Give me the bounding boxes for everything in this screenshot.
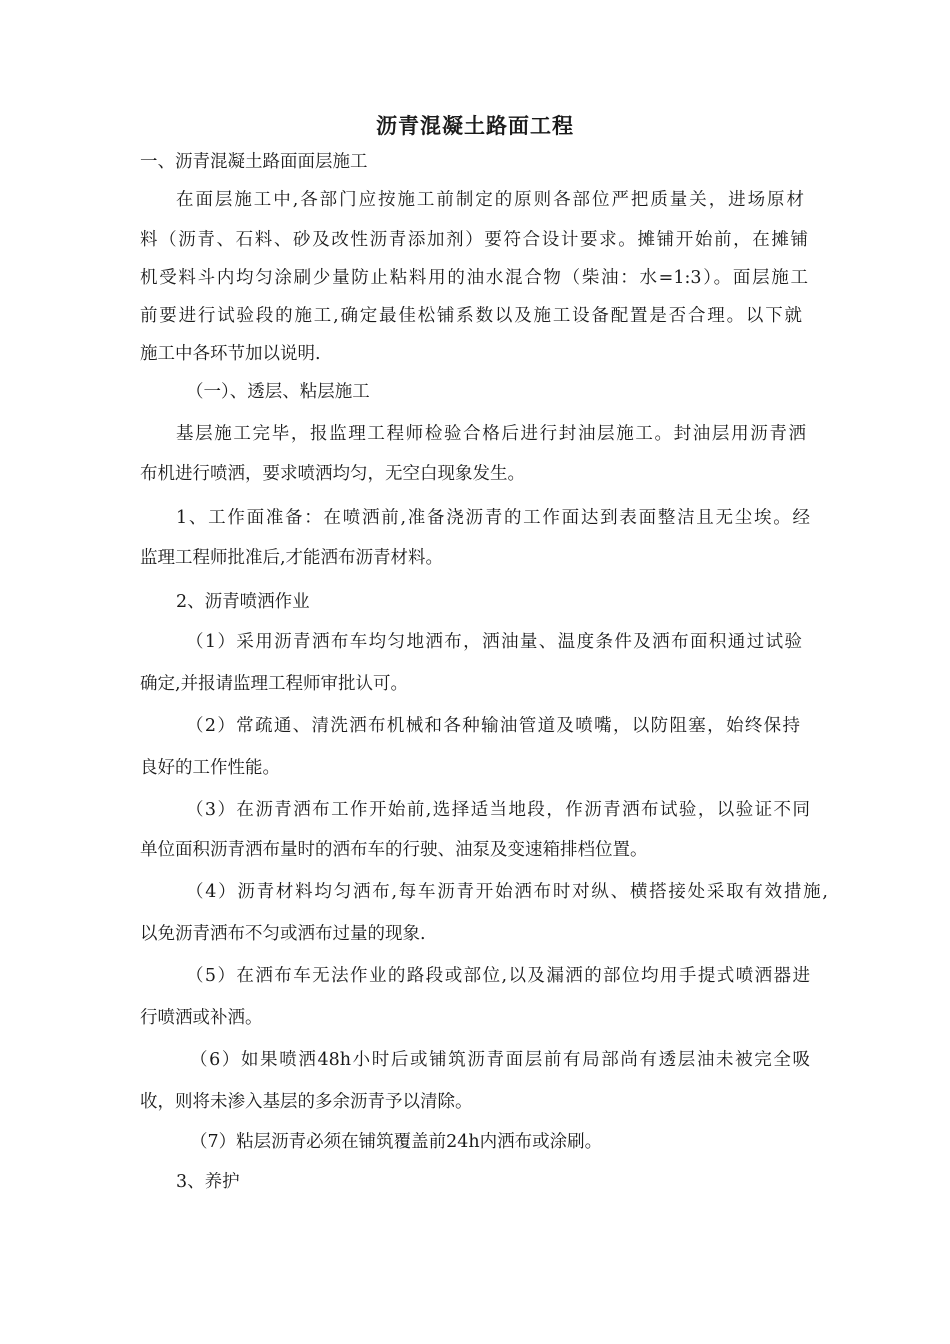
- base-para-line-2: 布机进行喷洒，要求喷洒均匀，无空白现象发生。: [140, 464, 525, 484]
- sub-1-line-2: 确定,并报请监理工程师审批认可。: [140, 674, 409, 694]
- intro-line-5: 施工中各环节加以说明.: [140, 344, 321, 364]
- item-2-heading: 2、沥青喷洒作业: [176, 592, 310, 612]
- document-title: 沥青混凝土路面工程: [376, 114, 574, 138]
- sub-5-line-2: 行喷洒或补洒。: [140, 1008, 263, 1028]
- intro-line-3: 机受料斗内均匀涂刷少量防止粘料用的油水混合物（柴油：水=1:3）。面层施工: [140, 268, 808, 288]
- intro-line-4: 前要进行试验段的施工,确定最佳松铺系数以及施工设备配置是否合理。以下就: [140, 306, 802, 326]
- sub-6-line-2: 收，则将未渗入基层的多余沥青予以清除。: [140, 1092, 473, 1112]
- sub-4-line-2: 以免沥青洒布不匀或洒布过量的现象.: [140, 924, 426, 944]
- sub-2-line-1: （2）常疏通、清洗洒布机械和各种输油管道及喷嘴，以防阻塞，始终保持: [186, 716, 800, 736]
- intro-line-1: 在面层施工中,各部门应按施工前制定的原则各部位严把质量关，进场原材: [176, 190, 804, 210]
- sub-7-line-1: （7）粘层沥青必须在铺筑覆盖前24h内洒布或涂刷。: [190, 1132, 603, 1152]
- sub-6-line-1: （6）如果喷洒48h小时后或铺筑沥青面层前有局部尚有透层油未被完全吸: [190, 1050, 810, 1070]
- sub-4-line-1: （4）沥青材料均匀洒布,每车沥青开始洒布时对纵、横搭接处采取有效措施,: [186, 882, 828, 902]
- item-3-heading: 3、养护: [176, 1172, 240, 1192]
- sub-1-line-1: （1）采用沥青洒布车均匀地洒布，洒油量、温度条件及洒布面积通过试验: [186, 632, 802, 652]
- sub-2-line-2: 良好的工作性能。: [140, 758, 280, 778]
- sub-3-line-2: 单位面积沥青洒布量时的洒布车的行驶、油泵及变速箱排档位置。: [140, 840, 648, 860]
- section-heading-1: 一、沥青混凝土路面面层施工: [140, 152, 368, 172]
- sub-5-line-1: （5）在洒布车无法作业的路段或部位,以及漏洒的部位均用手提式喷洒器进: [186, 966, 810, 986]
- base-para-line-1: 基层施工完毕，报监理工程师检验合格后进行封油层施工。封油层用沥青洒: [176, 424, 806, 444]
- item-1-line-1: 1、工作面准备：在喷洒前,准备浇沥青的工作面达到表面整洁且无尘埃。经: [176, 508, 810, 528]
- intro-line-2: 料（沥青、石料、砂及改性沥青添加剂）要符合设计要求。摊铺开始前，在摊铺: [140, 230, 808, 250]
- subheading-permeable-layer: （一）、透层、粘层施工: [186, 382, 370, 402]
- sub-3-line-1: （3）在沥青洒布工作开始前,选择适当地段，作沥青洒布试验，以验证不同: [186, 800, 810, 820]
- item-1-line-2: 监理工程师批准后,才能洒布沥青材料。: [140, 548, 444, 568]
